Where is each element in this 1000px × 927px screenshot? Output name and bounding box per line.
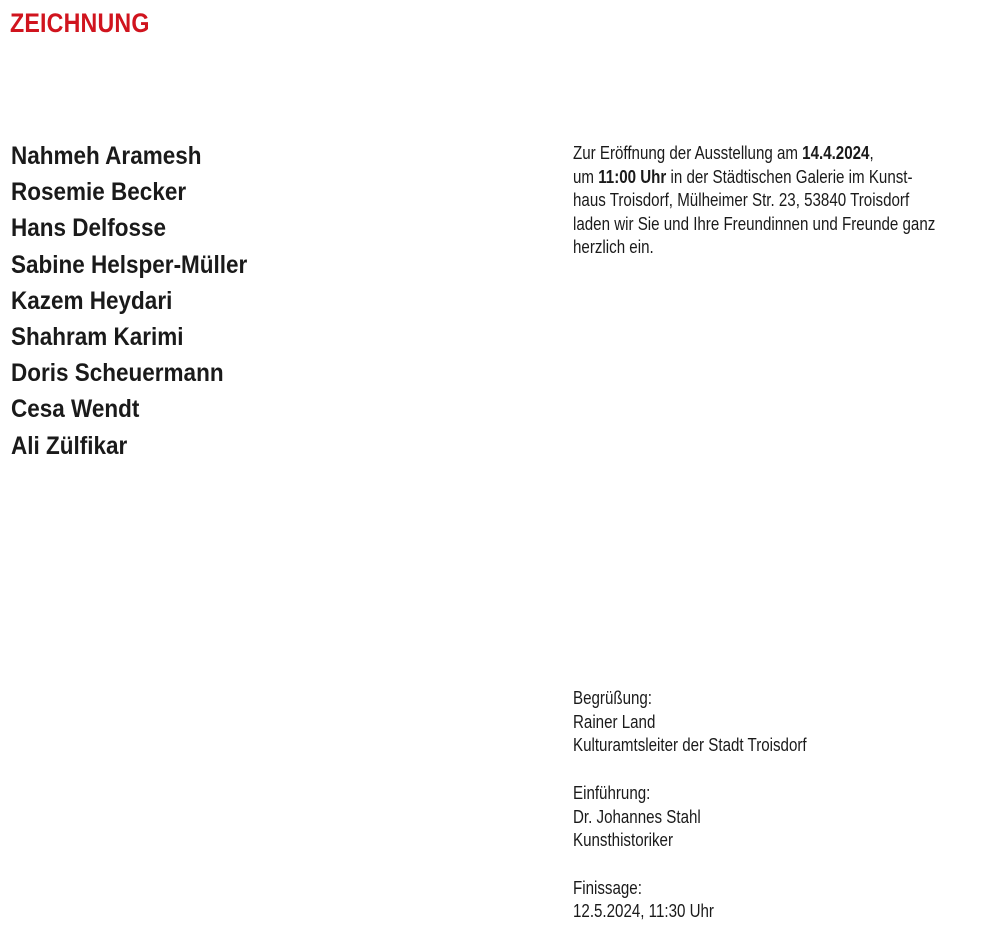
artist-list <box>11 138 274 464</box>
introduction-block <box>573 782 851 853</box>
invitation-line-suffix: in der Städtischen Galerie im Kunst- <box>666 166 913 187</box>
invitation-line: haus Troisdorf, Mülheimer Str. 23, 53840 Troisdorf <box>573 190 910 211</box>
invitation-text <box>573 142 993 260</box>
artist-name: Nahmeh Aramesh <box>11 142 202 170</box>
invitation-line-prefix: um <box>573 166 599 187</box>
artist-name: Doris Scheuermann <box>11 359 224 388</box>
introduction-label: Einführung: <box>573 782 651 803</box>
invitation-line: herzlich ein. <box>573 237 654 258</box>
artist-name: Sabine Helsper-Müller <box>11 250 248 279</box>
invitation-line: laden wir Sie und Ihre Freundinnen und Freunde ganz <box>573 213 936 234</box>
artist-name: Kazem Heydari <box>11 286 173 315</box>
invitation-line <box>573 142 926 166</box>
artist-name: Ali Zülfikar <box>11 431 128 460</box>
artist-name: Rosemie Becker <box>11 178 187 207</box>
greeting-role: Kulturamtsleiter der Stadt Troisdorf <box>573 735 807 756</box>
introduction-name: Dr. Johannes Stahl <box>573 806 701 827</box>
greeting-block <box>573 687 851 758</box>
introduction-role: Kunsthistoriker <box>573 830 674 851</box>
finissage-label: Finissage: <box>573 877 642 898</box>
invitation-line-prefix: Zur Eröffnung der Ausstellung am <box>573 143 803 163</box>
greeting-name: Rainer Land <box>573 711 656 732</box>
greeting-label: Begrüßung: <box>573 688 653 708</box>
invitation-line-suffix: , <box>869 143 874 163</box>
artist-name: Cesa Wendt <box>11 395 140 424</box>
artist-name: Shahram Karimi <box>11 323 184 352</box>
artist-name: Hans Delfosse <box>11 214 167 243</box>
event-details <box>573 687 851 924</box>
opening-date: 14.4.2024 <box>802 143 870 163</box>
invitation-line <box>573 166 926 190</box>
finissage-block <box>573 877 851 924</box>
opening-time: 11:00 Uhr <box>598 166 667 187</box>
page-title: ZEICHNUNG <box>10 8 150 38</box>
finissage-datetime: 12.5.2024, 11:30 Uhr <box>573 901 714 922</box>
